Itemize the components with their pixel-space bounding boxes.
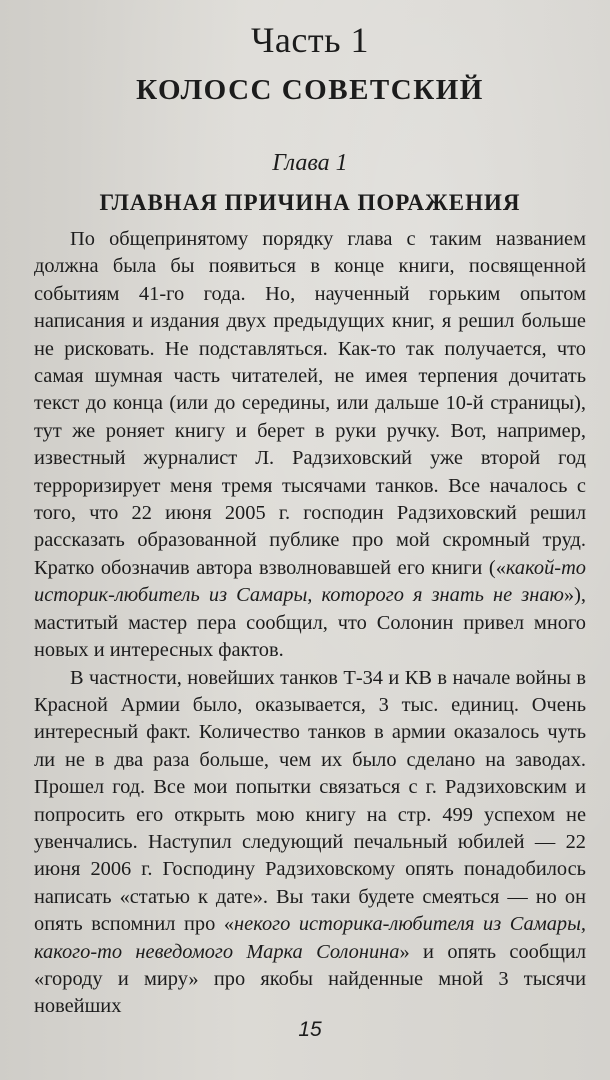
paragraph-1 <box>34 226 586 665</box>
chapter-label: Глава 1 <box>272 150 348 176</box>
chapter-body <box>34 226 586 1021</box>
paragraph-2-text-1: В частности, новейших танков Т-34 и КВ в начале войны в Красной Армии было, оказывается, 3 тыс. единиц. Очень интересный факт. Количество танков в армии оказалось чуть ли не в два раза больше, чем их было сделано на заводах. Прошел год. Все мои попытки связаться с г. Радзиховским и попросить его открыть мою книгу на стр. 499 успехом не увенчались. Наступил следующий печальный юбилей — 22 июня 2006 г. Господину Радзиховскому опять понадобилось написать «статью к дате». Вы таки будете смеяться — но он опять вспомнил про « <box>34 666 586 936</box>
book-page <box>34 18 586 1068</box>
paragraph-1-text-1: По общепринятому порядку глава с таким названием должна была бы появиться в конце книги, посвященной событиям 41-го года. Но, наученный горьким опытом написания и издания двух предыдущих книг, я решил больше не рисковать. Не подставляться. Как-то так получается, что самая шумная часть читателей, не имея терпения дочитать текст до конца (или до середины, или дальше 10-й страницы), тут же роняет книгу и берет в руки ручку. Вот, например, известный журналист Л. Радзиховский уже второй год терроризирует меня тремя тысячами танков. Все началось с того, что 22 июня 2005 г. господин Радзиховский решил рассказать образованной публике про мой скромный труд. Кратко обозначив автора взволновавшей его книги (« <box>34 228 586 579</box>
chapter-title: ГЛАВНАЯ ПРИЧИНА ПОРАЖЕНИЯ <box>99 190 521 215</box>
paragraph-1-text-2: »), маститый мастер пера сообщил, что Солонин привел много новых и интересных фактов. <box>34 584 586 662</box>
paragraph-2-quote: некого историка-любителя из Самары, какого-то неведомого Марка Солонина <box>34 913 587 963</box>
page-number: 15 <box>298 1018 322 1041</box>
part-subtitle: КОЛОСС СОВЕТСКИЙ <box>136 74 484 106</box>
part-title: Часть 1 <box>250 20 369 60</box>
paragraph-1-quote: какой-то историк-любитель из Самары, которого я знать не знаю <box>34 556 586 607</box>
paragraph-2 <box>34 665 586 1021</box>
paragraph-2-text-2: » и опять сообщил «городу и миру» про якобы найденные мной 3 тысячи новейших <box>34 940 587 1018</box>
